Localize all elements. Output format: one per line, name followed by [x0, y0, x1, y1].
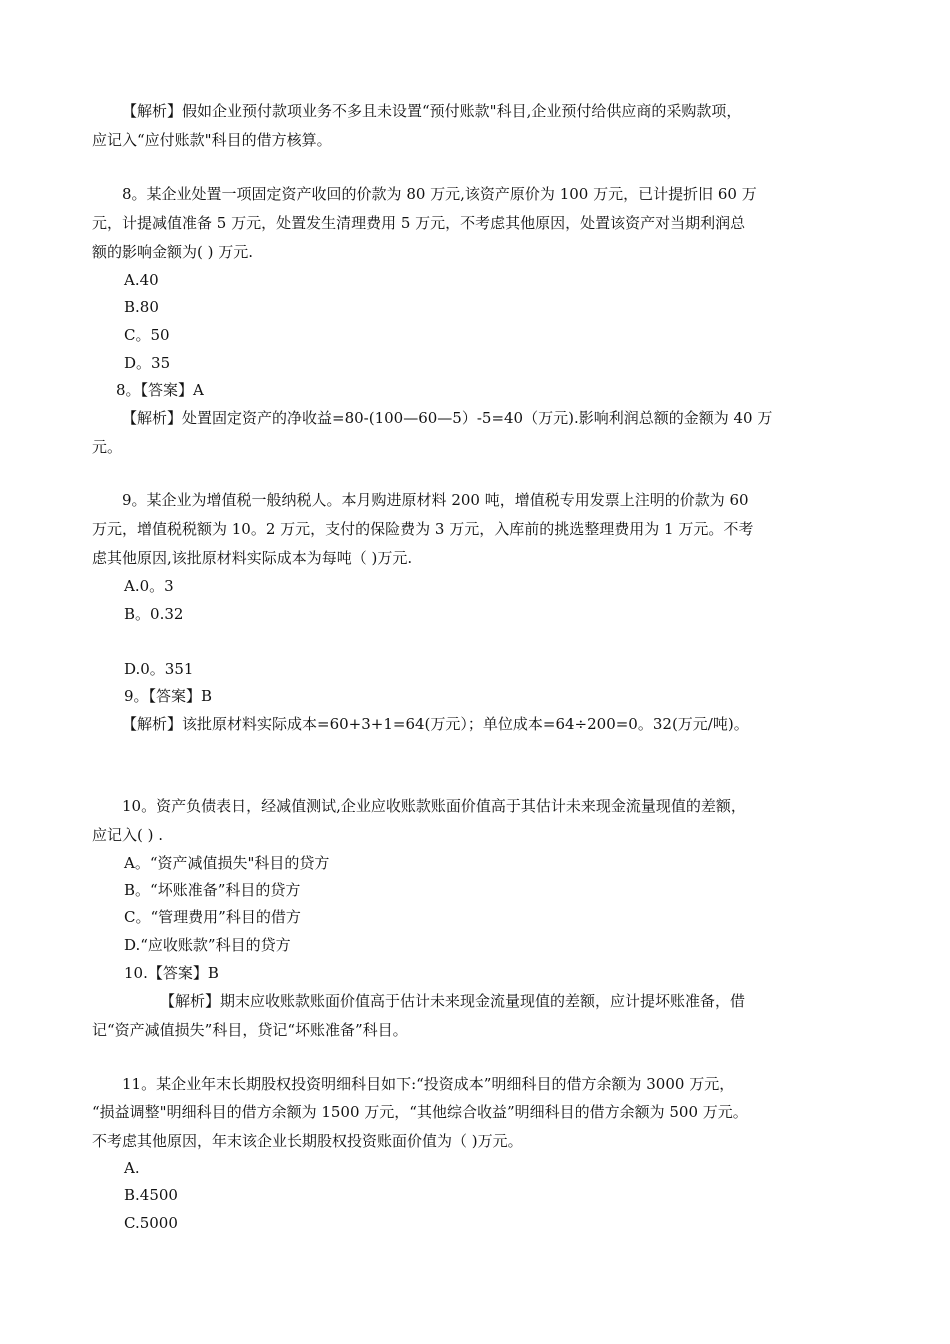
q10-explanation-line-1: 【解析】期末应收账款账面价值高于估计未来现金流量现值的差额，应计提坏账准备，借 [160, 992, 746, 1010]
q10-explanation-line-2: 记“资产减值损失”科目，贷记“坏账准备”科目。 [92, 1021, 408, 1039]
q10-answer: 10.【答案】B [124, 964, 219, 982]
q8-answer: 8。【答案】A [116, 381, 204, 399]
q9-option-d: D.0。351 [124, 660, 194, 678]
q9-answer: 9。【答案】B [124, 687, 213, 705]
q10-option-a: A。“资产减值损失"科目的贷方 [124, 854, 330, 872]
q9-stem-line-2: 万元，增值税税额为 10。2 万元，支付的保险费为 3 万元，入库前的挑选整理费用为 1 万元。不考 [92, 520, 754, 538]
q8-stem-line-2: 元，计提减值准备 5 万元，处置发生清理费用 5 万元，不考虑其他原因，处置该资产对当期利润总 [92, 214, 746, 232]
q8-option-a: A.40 [124, 271, 159, 289]
q7-explanation-line-1: 【解析】假如企业预付款项业务不多且未设置“预付账款"科目,企业预付给供应商的采购款项， [122, 102, 742, 120]
q10-option-d: D.“应收账款”科目的贷方 [124, 936, 291, 954]
q8-stem-line-1: 8。某企业处置一项固定资产收回的价款为 80 万元,该资产原价为 100 万元，已计提折旧 60 万 [122, 185, 757, 203]
q8-option-c: C。50 [124, 326, 170, 344]
q8-explanation-line-1: 【解析】处置固定资产的净收益=80-(100—60—5）-5=40（万元).影响利润总额的金额为 40 万 [122, 409, 773, 427]
q11-stem-line-2: “损益调整"明细科目的借方余额为 1500 万元，“其他综合收益”明细科目的借方余额为 500 万元。 [92, 1103, 748, 1121]
q8-stem-line-3: 额的影响金额为( ) 万元. [92, 243, 254, 261]
q10-option-c: C。“管理费用”科目的借方 [124, 908, 301, 926]
q11-option-c: C.5000 [124, 1214, 178, 1232]
q8-option-b: B.80 [124, 298, 159, 316]
q10-stem-line-1: 10。资产负债表日，经减值测试,企业应收账款账面价值高于其估计未来现金流量现值的差额， [122, 797, 746, 815]
q9-option-b: B。0.32 [124, 605, 184, 623]
q8-option-d: D。35 [124, 354, 171, 372]
q9-option-a: A.0。3 [124, 577, 174, 595]
q8-explanation-line-2: 元。 [92, 438, 123, 456]
q11-stem-line-3: 不考虑其他原因，年末该企业长期股权投资账面价值为（ )万元。 [92, 1132, 523, 1150]
q10-option-b: B。“坏账准备”科目的贷方 [124, 881, 301, 899]
q7-explanation-line-2: 应记入“应付账款"科目的借方核算。 [92, 131, 332, 149]
q9-stem-line-3: 虑其他原因,该批原材料实际成本为每吨（ )万元. [92, 549, 413, 567]
q10-stem-line-2: 应记入( ) . [92, 826, 164, 844]
q11-option-b: B.4500 [124, 1186, 178, 1204]
q11-stem-line-1: 11。某企业年末长期股权投资明细科目如下:“投资成本”明细科目的借方余额为 3000 万元， [122, 1075, 735, 1093]
q9-explanation: 【解析】该批原材料实际成本=60+3+1=64(万元）；单位成本=64÷200=0。32(万元/吨)。 [122, 715, 749, 733]
q11-option-a: A. [124, 1159, 140, 1177]
q9-stem-line-1: 9。某企业为增值税一般纳税人。本月购进原材料 200 吨，增值税专用发票上注明的价款为 60 [122, 491, 749, 509]
